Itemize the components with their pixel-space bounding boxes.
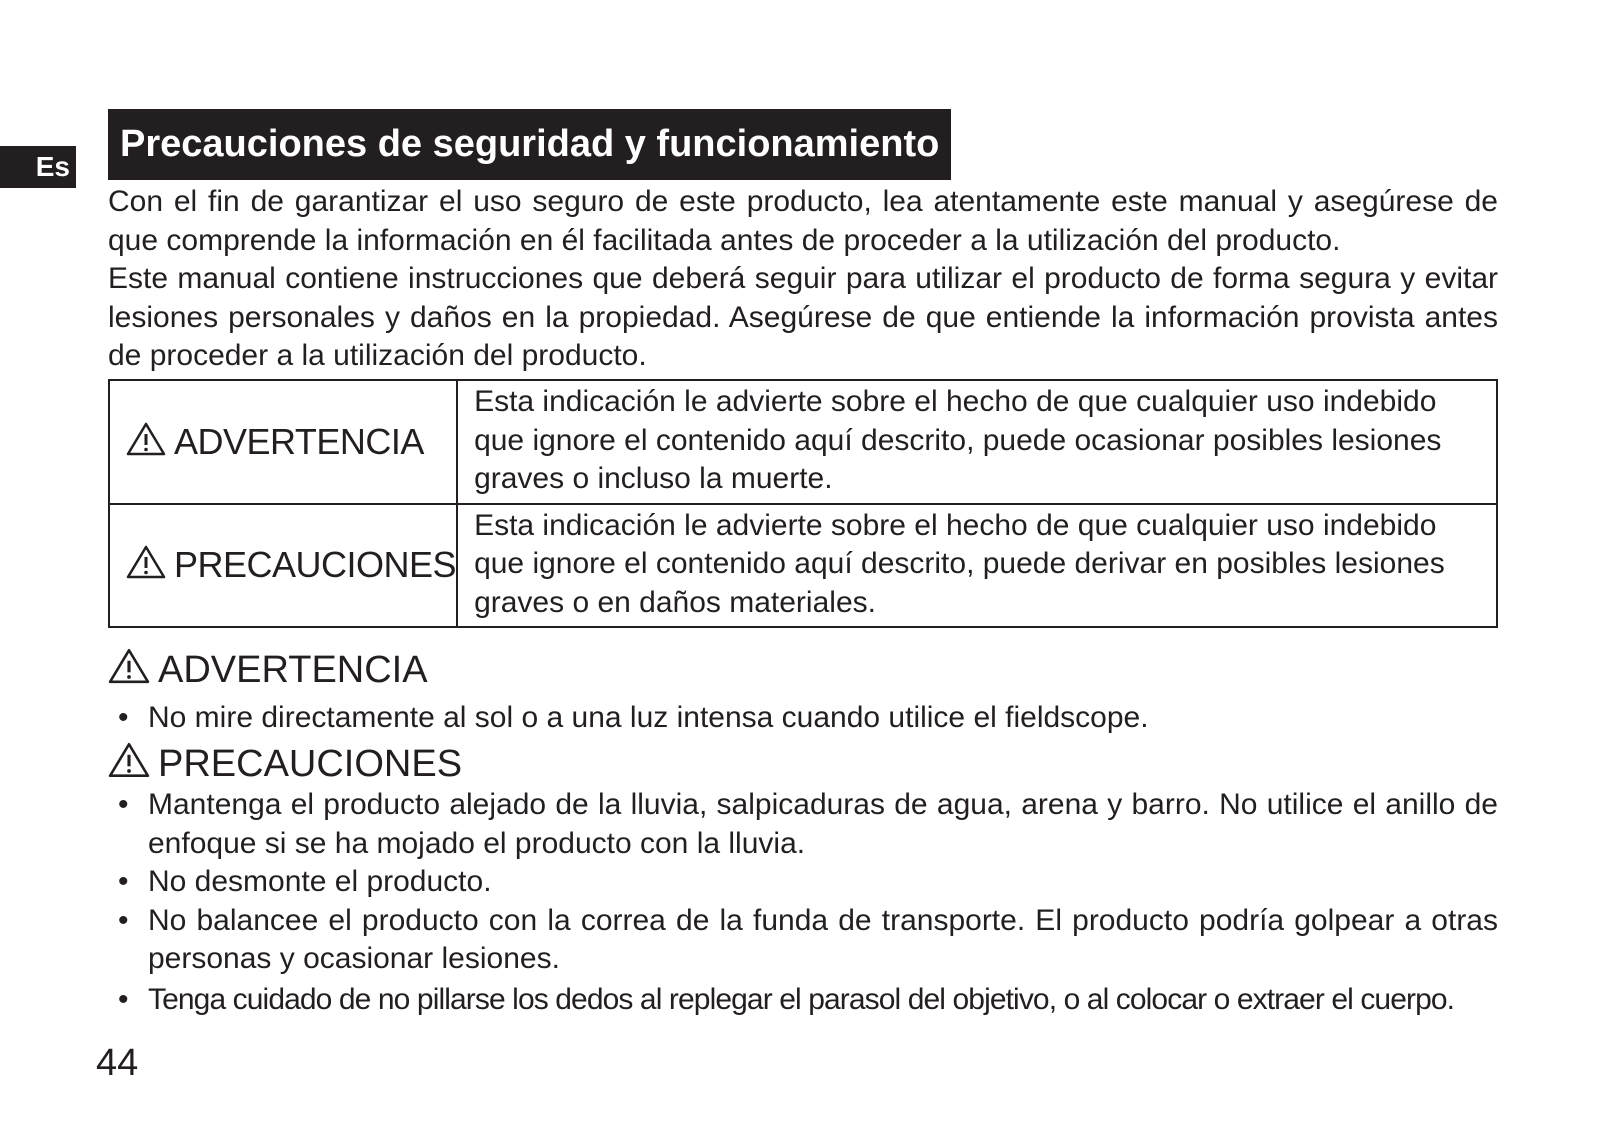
caution-list: [108, 786, 1498, 1019]
list-item-text: No mire directamente al sol o a una luz intensa cuando utilice el fieldscope.: [148, 701, 1149, 734]
warning-list: [108, 699, 1498, 738]
list-item: [108, 863, 1498, 902]
language-tab: Es: [0, 146, 76, 188]
legend-description: Esta indicación le advierte sobre el hecho de que cualquier uso indebido que ignore el contenido aquí descrito, puede derivar en posibles lesiones graves o en daños materiales.: [457, 504, 1497, 628]
warning-triangle-icon: [108, 742, 150, 778]
warning-heading: [108, 648, 428, 692]
page-number: 44: [96, 1042, 139, 1084]
intro-paragraph: Con el fin de garantizar el uso seguro de este producto, lea atentamente este manual y asegúrese de que comprende la información en él facilitada antes de proceder a la utilización del producto.: [108, 185, 1498, 257]
page-title: Precauciones de seguridad y funcionamiento: [108, 109, 951, 180]
bullet: •: [118, 982, 128, 1016]
list-item: [108, 786, 1498, 863]
legend-description: Esta indicación le advierte sobre el hecho de que cualquier uso indebido que ignore el contenido aquí descrito, puede ocasionar posibles lesiones graves o incluso la muerte.: [457, 380, 1497, 504]
warning-triangle-icon: [126, 422, 166, 456]
legend-label: ADVERTENCIA: [174, 420, 424, 462]
caution-heading: [108, 742, 462, 786]
legend-row-warning: [109, 380, 1497, 504]
list-item-text: Mantenga el producto alejado de la lluvia, salpicaduras de agua, arena y barro. No utilice el anillo de enfoque si se ha mojado el producto con la lluvia.: [148, 788, 1498, 860]
list-item: [108, 981, 1498, 1020]
intro-text: [108, 183, 1498, 376]
legend-row-caution: [109, 504, 1497, 628]
bullet: •: [118, 701, 129, 734]
bullet: •: [118, 865, 129, 898]
legend-label-cell: [109, 504, 457, 628]
warning-heading-label: ADVERTENCIA: [158, 649, 428, 691]
hazard-legend-table: [108, 379, 1498, 628]
warning-triangle-icon: [108, 648, 150, 684]
intro-paragraph: Este manual contiene instrucciones que deberá seguir para utilizar el producto de forma segura y evitar lesiones personales y daños en la propiedad. Asegúrese de que entiende la información provista antes de proceder a la utilización del producto.: [108, 262, 1498, 372]
legend-label: PRECAUCIONES: [174, 544, 457, 586]
list-item-text: No balancee el producto con la correa de la funda de transporte. El producto podría golpear a otras personas y ocasionar lesiones.: [148, 903, 1498, 975]
caution-heading-label: PRECAUCIONES: [158, 743, 463, 785]
list-item: [108, 902, 1498, 979]
bullet: •: [118, 788, 129, 821]
list-item-text: No desmonte el producto.: [148, 865, 492, 898]
list-item-text: Tenga cuidado de no pillarse los dedos al replegar el parasol del objetivo, o al colocar o extraer el cuerpo.: [148, 982, 1455, 1016]
bullet: •: [118, 903, 129, 937]
legend-label-cell: [109, 380, 457, 504]
list-item: [108, 699, 1498, 738]
warning-triangle-icon: [126, 545, 166, 579]
